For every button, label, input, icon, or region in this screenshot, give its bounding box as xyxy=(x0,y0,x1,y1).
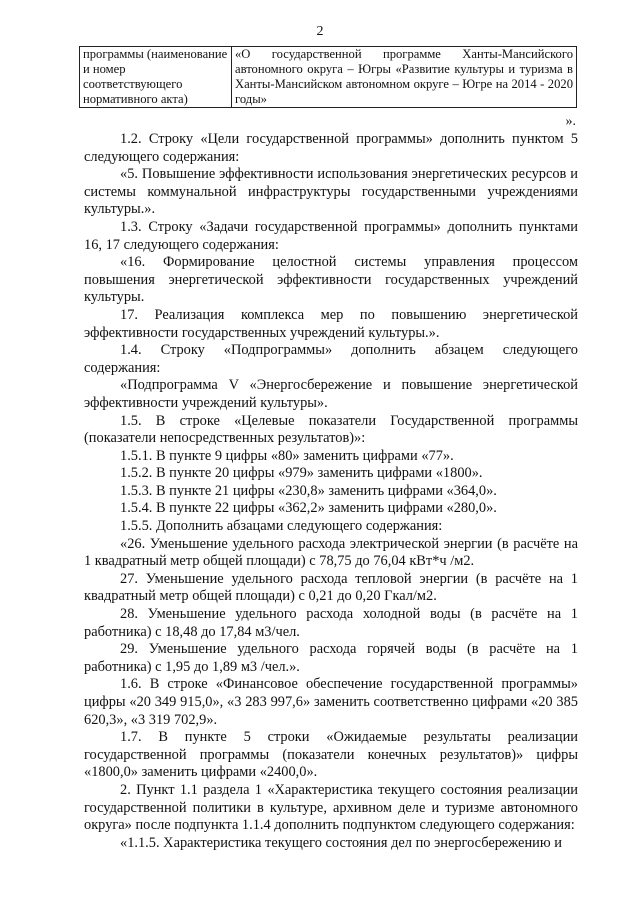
paragraph: 1.5.3. В пункте 21 цифры «230,8» заменить цифрами «364,0». xyxy=(120,482,497,499)
paragraph: 1.5.1. В пункте 9 цифры «80» заменить цифрами «77». xyxy=(120,447,454,464)
page-number: 2 xyxy=(316,24,324,39)
paragraph: 1.4. Строку «Подпрограммы» дополнить абзацем следующего содержания: xyxy=(84,342,578,376)
paragraph: 1.5.5. Дополнить абзацами следующего содержания: xyxy=(120,518,443,535)
paragraph: 1.5.4. В пункте 22 цифры «362,2» заменить цифрами «280,0». xyxy=(120,500,497,517)
paragraph: 1.3. Строку «Задачи государственной программы» дополнить пунктами 16, 17 следующего содержания: xyxy=(84,218,578,253)
paragraph: 1.6. В строке «Финансовое обеспечение государственной программы» цифры «20 349 915,0», «3 283 997,6» заменить соответственно цифрами «20 385 620,3», «3 319 702,9». xyxy=(84,676,578,728)
table-value-cell: «О государственной программе Ханты-Мансийского автономного округа – Югры «Развитие культуры и туризма в Ханты-Мансийском автономном округе – Югре на 2014 - 2020 годы» xyxy=(232,47,577,108)
paragraph: «16. Формирование целостной системы управления процессом повышения энергетической эффективности государственных учреждений культуры. xyxy=(84,254,578,306)
paragraph: 17. Реализация комплекса мер по повышению энергетической эффективности государственных учреждений культуры.». xyxy=(84,306,578,341)
paragraph: «26. Уменьшение удельного расхода электрической энергии (в расчёте на 1 квадратный метр общей площади) с 78,75 до 76,04 кВт*ч /м2. xyxy=(84,535,578,570)
paragraph: 1.5.2. В пункте 20 цифры «979» заменить цифрами «1800». xyxy=(120,465,483,482)
paragraph: 2. Пункт 1.1 раздела 1 «Характеристика текущего состояния реализации государственной политики в культуре, архивном деле и туризме автономного округа» после подпункта 1.1.4 дополнить подпунктом следующего содержания: xyxy=(84,781,578,834)
paragraph: 1.2. Строку «Цели государственной программы» дополнить пунктом 5 следующего содержания: xyxy=(84,131,578,165)
paragraph: 29. Уменьшение удельного расхода горячей воды (в расчёте на 1 работника) с 1,95 до 1,89 м3 /чел.». xyxy=(84,641,578,675)
program-header-table xyxy=(79,46,577,108)
paragraph: «1.1.5. Характеристика текущего состояния дел по энергосбережению и xyxy=(120,834,562,851)
closing-quote: ». xyxy=(565,114,576,129)
paragraph: «5. Повышение эффективности использования энергетических ресурсов и системы коммунальной инфраструктуры государственными учреждениями культуры.». xyxy=(84,166,578,218)
paragraph: 1.5. В строке «Целевые показатели Государственной программы (показатели непосредственных результатов)»: xyxy=(84,412,578,447)
paragraph: 27. Уменьшение удельного расхода тепловой энергии (в расчёте на 1 квадратный метр общей площади) с 0,21 до 0,20 Гкал/м2. xyxy=(84,570,578,605)
paragraph: 1.7. В пункте 5 строки «Ожидаемые результаты реализации государственной программы (показатели конечных результатов)» цифры «1800,0» заменить цифрами «2400,0». xyxy=(84,729,578,781)
paragraph: «Подпрограмма V «Энергосбережение и повышение энергетической эффективности учреждений культуры». xyxy=(84,377,578,411)
table-label-cell: программы (наименование и номер соответствующего нормативного акта) xyxy=(80,47,232,108)
paragraph: 28. Уменьшение удельного расхода холодной воды (в расчёте на 1 работника) с 18,48 до 17,84 м3/чел. xyxy=(84,606,578,640)
table-row xyxy=(80,47,577,108)
document-body xyxy=(84,131,578,852)
